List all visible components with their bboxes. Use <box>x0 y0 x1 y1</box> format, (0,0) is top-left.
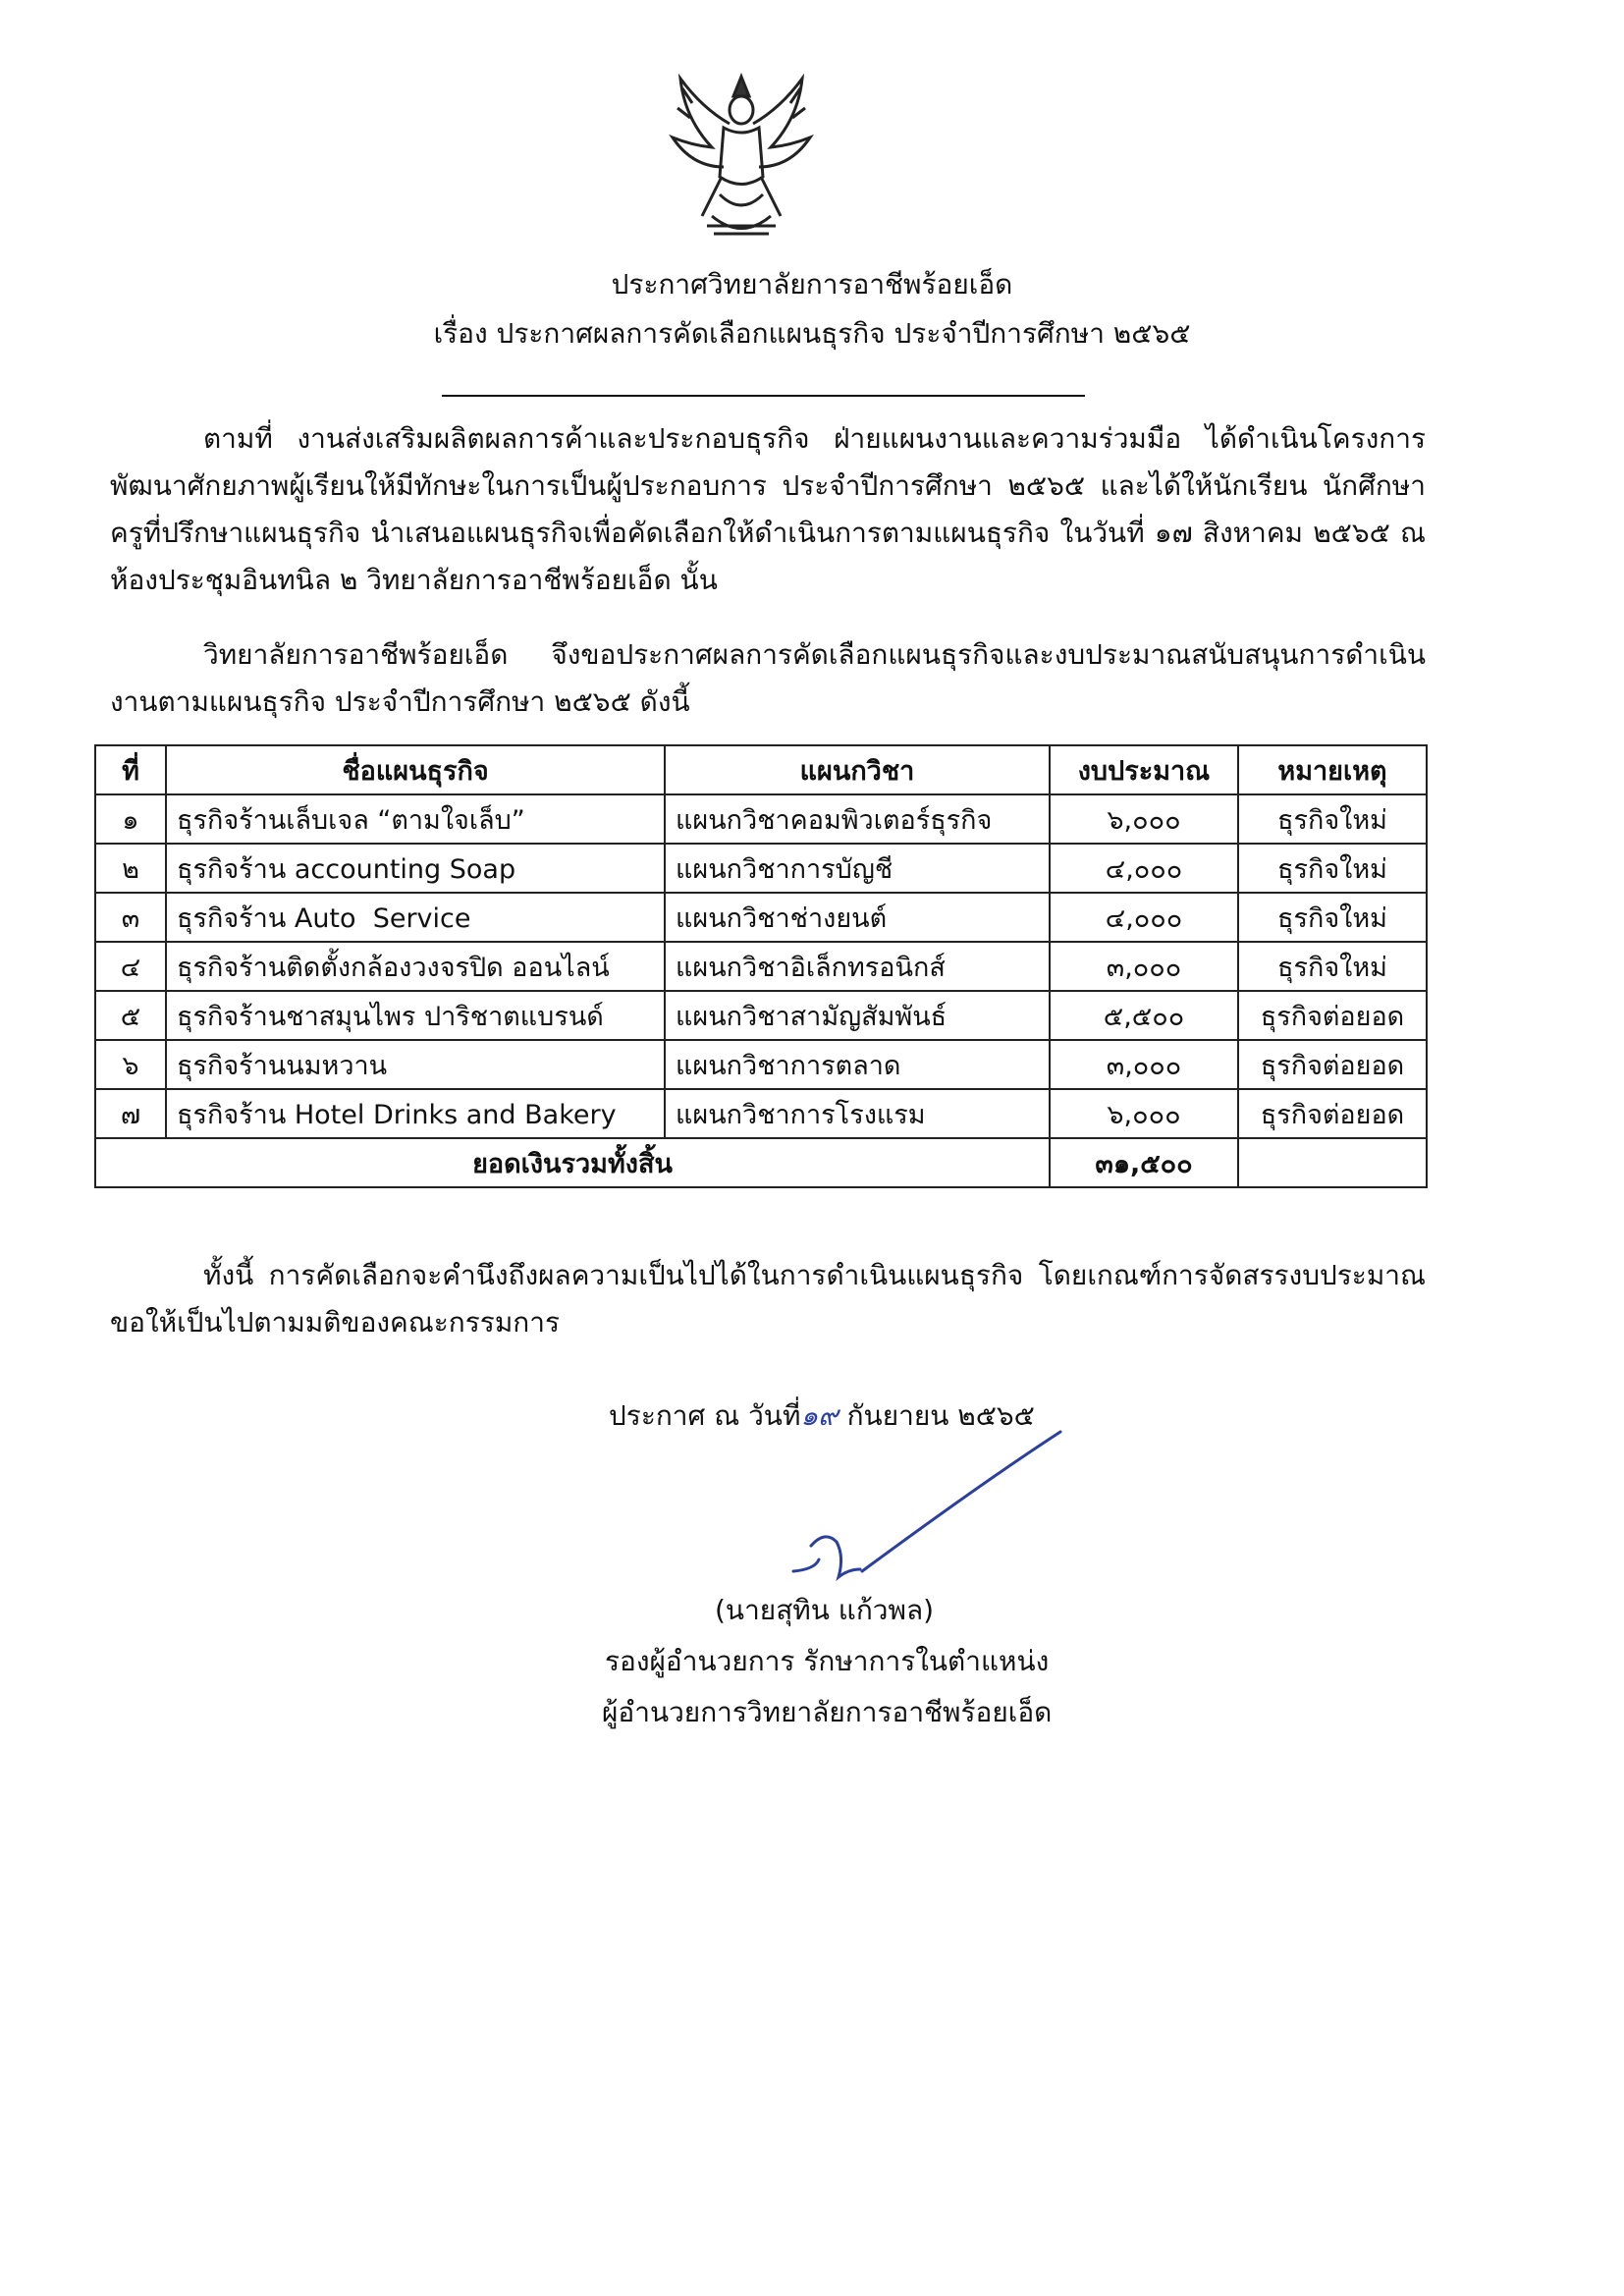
date-suffix: กันยายน ๒๕๖๕ <box>846 1399 1035 1432</box>
table-row <box>95 1040 1427 1089</box>
cell-note: ธุรกิจใหม่ <box>1238 893 1427 942</box>
cell-name: ธุรกิจร้านเล็บเจล “ตามใจเล็บ” <box>166 794 665 844</box>
handwritten-signature-icon <box>785 1424 1080 1596</box>
cell-budget: ๓,๐๐๐ <box>1050 942 1238 991</box>
date-prefix: ประกาศ ณ วันที่ <box>609 1399 801 1432</box>
total-value: ๓๑,๕๐๐ <box>1050 1138 1238 1187</box>
cell-note: ธุรกิจใหม่ <box>1238 844 1427 893</box>
table-row <box>95 1089 1427 1138</box>
cell-no: ๖ <box>95 1040 166 1089</box>
cell-budget: ๔,๐๐๐ <box>1050 893 1238 942</box>
cell-department: แผนกวิชาสามัญสัมพันธ์ <box>665 991 1050 1040</box>
cell-no: ๓ <box>95 893 166 942</box>
cell-note: ธุรกิจใหม่ <box>1238 794 1427 844</box>
cell-no: ๑ <box>95 794 166 844</box>
signatory-position: รองผู้อำนวยการ รักษาการในตำแหน่ง <box>605 1645 1050 1677</box>
cell-name: ธุรกิจร้านชาสมุนไพร ปาริชาตแบรนด์ <box>166 991 665 1040</box>
cell-budget: ๕,๕๐๐ <box>1050 991 1238 1040</box>
signatory-name: (นายสุทิน แก้วพล) <box>715 1594 935 1626</box>
paragraph-announce <box>110 631 1426 726</box>
header-department: แผนกวิชา <box>665 745 1050 794</box>
garuda-emblem-icon <box>663 69 820 246</box>
total-note-empty <box>1238 1138 1427 1187</box>
cell-name: ธุรกิจร้านติดตั้งกล้องวงจรปิด ออนไลน์ <box>166 942 665 991</box>
signatory-position-2: ผู้อำนวยการวิทยาลัยการอาชีพร้อยเอ็ด <box>602 1696 1053 1728</box>
cell-name: ธุรกิจร้าน accounting Soap <box>166 844 665 893</box>
paragraph-criteria-text: ทั้งนี้ การคัดเลือกจะคำนึงถึงผลความเป็นไปได้ในการดำเนินแผนธุรกิจ โดยเกณฑ์การจัดสรรงบประมาณขอให้เป็นไปตามมติของคณะกรรมการ <box>110 1259 1426 1339</box>
cell-name: ธุรกิจร้าน Hotel Drinks and Bakery <box>166 1089 665 1138</box>
announcement-subject: เรื่อง ประกาศผลการคัดเลือกแผนธุรกิจ ประจำปีการศึกษา ๒๕๖๕ <box>433 317 1191 350</box>
cell-name: ธุรกิจร้าน Auto Service <box>166 893 665 942</box>
table-header-row <box>95 745 1427 794</box>
cell-no: ๔ <box>95 942 166 991</box>
table-row <box>95 844 1427 893</box>
title-divider <box>442 395 1085 397</box>
cell-budget: ๔,๐๐๐ <box>1050 844 1238 893</box>
cell-department: แผนกวิชาช่างยนต์ <box>665 893 1050 942</box>
table-row <box>95 794 1427 844</box>
cell-budget: ๖,๐๐๐ <box>1050 794 1238 844</box>
cell-name: ธุรกิจร้านนมหวาน <box>166 1040 665 1089</box>
paragraph-intro-text: ตามที่ งานส่งเสริมผลิตผลการค้าและประกอบธุรกิจ ฝ่ายแผนงานและความร่วมมือ ได้ดำเนินโครงการพัฒนาศักยภาพผู้เรียนให้มีทักษะในการเป็นผู้ประกอบการ ประจำปีการศึกษา ๒๕๖๕ และได้ให้นักเรียน นักศึกษา ครูที่ปรึกษาแผนธุรกิจ นำเสนอแผนธุรกิจเพื่อคัดเลือกให้ดำเนินการตามแผนธุรกิจ ในวันที่ ๑๗ สิงหาคม ๒๕๖๕ ณ ห้องประชุมอินทนิล ๒ วิทยาลัยการอาชีพร้อยเอ็ด นั้น <box>110 422 1426 596</box>
cell-department: แผนกวิชาการบัญชี <box>665 844 1050 893</box>
announcement-title: ประกาศวิทยาลัยการอาชีพร้อยเอ็ด <box>611 268 1013 301</box>
cell-department: แผนกวิชาการตลาด <box>665 1040 1050 1089</box>
cell-budget: ๓,๐๐๐ <box>1050 1040 1238 1089</box>
table-row <box>95 942 1427 991</box>
cell-department: แผนกวิชาคอมพิวเตอร์ธุรกิจ <box>665 794 1050 844</box>
header-budget: งบประมาณ <box>1050 745 1238 794</box>
cell-department: แผนกวิชาอิเล็กทรอนิกส์ <box>665 942 1050 991</box>
paragraph-announce-text: วิทยาลัยการอาชีพร้อยเอ็ด จึงขอประกาศผลการคัดเลือกแผนธุรกิจและงบประมาณสนับสนุนการดำเนินงานตามแผนธุรกิจ ประจำปีการศึกษา ๒๕๖๕ ดังนี้ <box>110 638 1426 718</box>
cell-note: ธุรกิจต่อยอด <box>1238 1040 1427 1089</box>
business-plan-table <box>94 744 1428 1188</box>
paragraph-criteria <box>110 1252 1426 1346</box>
table-total-row <box>95 1138 1427 1187</box>
paragraph-intro <box>110 415 1426 604</box>
table-row <box>95 991 1427 1040</box>
cell-note: ธุรกิจต่อยอด <box>1238 1089 1427 1138</box>
header-name: ชื่อแผนธุรกิจ <box>166 745 665 794</box>
cell-budget: ๖,๐๐๐ <box>1050 1089 1238 1138</box>
date-day: ๑๙ <box>800 1399 839 1432</box>
header-note: หมายเหตุ <box>1238 745 1427 794</box>
cell-no: ๒ <box>95 844 166 893</box>
cell-no: ๗ <box>95 1089 166 1138</box>
total-label: ยอดเงินรวมทั้งสิ้น <box>95 1138 1050 1187</box>
cell-note: ธุรกิจต่อยอด <box>1238 991 1427 1040</box>
header-no: ที่ <box>95 745 166 794</box>
cell-note: ธุรกิจใหม่ <box>1238 942 1427 991</box>
table-row <box>95 893 1427 942</box>
cell-department: แผนกวิชาการโรงแรม <box>665 1089 1050 1138</box>
cell-no: ๕ <box>95 991 166 1040</box>
